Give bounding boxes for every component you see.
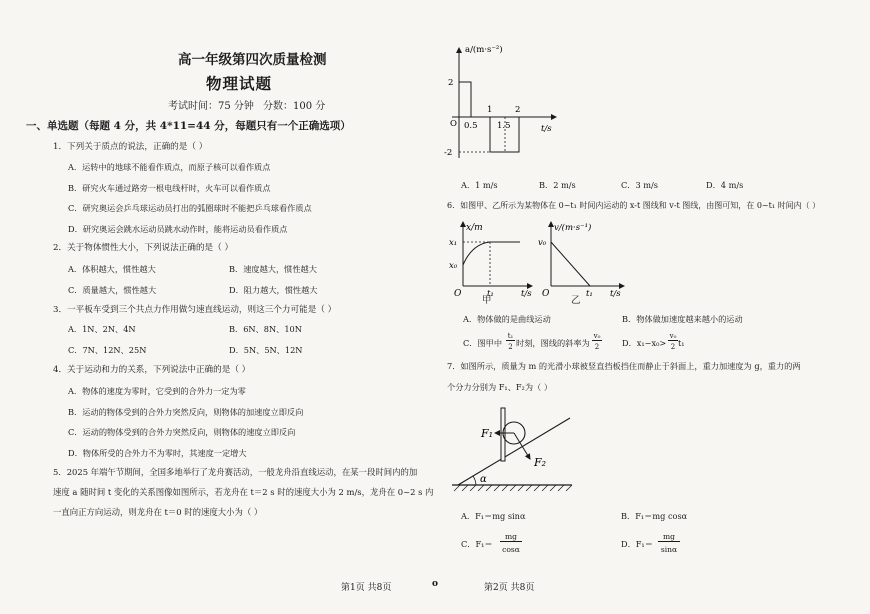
q5-option-a: A．1 m/s (461, 180, 498, 190)
q5-stem-line1: 5．2025 年端午节期间，全国多地举行了龙舟赛活动，一般龙舟沿直线运动，在某一段时间内的加 (53, 467, 418, 477)
q6-d-frac-num: v₀ (669, 332, 677, 340)
q7-c-frac-num: mg (500, 532, 522, 542)
q6-c-frac2-num: v₀ (593, 332, 601, 340)
q6-c-frac-num: t₁ (507, 332, 514, 340)
q5-graph-ylabel: a/(m·s⁻²) (465, 45, 503, 55)
q5-graph-ypos: 2 (448, 78, 454, 88)
q5-graph-origin: O (450, 119, 457, 129)
section-title: 一、单选题（每题 4 分，共 4*11=44 分，每题只有一个正确选项） (26, 120, 351, 132)
q6a-x1: x₁ (449, 238, 458, 248)
q2-stem: 2．关于物体惯性大小，下列说法正确的是（ ） (53, 243, 234, 253)
q3-option-b: B．6N、8N、10N (229, 324, 302, 334)
q6-stem: 6．如图甲、乙所示为某物体在 0~t₁ 时间内运动的 x-t 图线和 v-t 图线，由图可知，在 0~t₁ 时间内（ ） (447, 201, 821, 210)
q5-stem-line2: 速度 a 随时间 t 变化的关系图像如图所示，若龙舟在 t＝2 s 时的速度大小为 2 m/s，龙舟在 0~2 s 内 (53, 487, 434, 497)
footer-right-page: 第2页 共8页 (484, 583, 535, 593)
footer-left-page: 第1页 共8页 (341, 583, 392, 593)
q5-graph-x15: 1.5 (497, 121, 511, 131)
q6b-caption: 乙 (571, 295, 581, 306)
q7-option-d-pre: D．F₁＝ (621, 539, 653, 549)
q6a-xlabel: t/s (521, 289, 532, 299)
q2-option-a: A．体积越大，惯性越大 (68, 264, 156, 274)
q7-d-frac-den: sinα (660, 545, 678, 554)
q5-option-d: D．4 m/s (706, 180, 744, 190)
q6a-x0: x₀ (449, 261, 458, 271)
q6b-xlabel: t/s (610, 289, 621, 299)
q6-c-frac2-den: 2 (594, 343, 600, 351)
q7-stem-line1: 7．如图所示，质量为 m 的光滑小球被竖直挡板挡住而静止于斜面上，重力加速度为 g，重力的两 (447, 361, 801, 371)
q6-option-b: B．物体做加速度越来越小的运动 (622, 314, 743, 324)
q6-option-a: A．物体做的是曲线运动 (463, 314, 551, 324)
q1-option-b: B．研究火车通过路旁一根电线杆时，火车可以看作质点 (68, 183, 271, 193)
q5-graph-xlabel: t/s (541, 124, 552, 134)
q3-stem: 3．一平板车受到三个共点力作用做匀速直线运动，则这三个力可能是（ ） (53, 305, 337, 315)
q6a-caption: 甲 (482, 295, 492, 306)
q4-option-b: B．运动的物体受到的合外力突然反向，则物体的加速度立即反向 (68, 407, 304, 417)
q5-stem-line3: 一直向正方向运动，则龙舟在 t＝0 时的速度大小为（ ） (53, 507, 263, 517)
q7-alpha-label: α (480, 474, 487, 485)
q6-xt-curve (463, 242, 520, 265)
exam-time: 考试时间：75 分钟 (168, 101, 254, 112)
q6b-v0: v₀ (538, 238, 547, 248)
q4-option-a: A．物体的速度为零时，它受到的合外力一定为零 (68, 386, 246, 396)
q6-option-d-t1: t₁ (678, 338, 685, 348)
q5-graph-x05: 0.5 (464, 121, 478, 131)
q6b-t1: t₁ (586, 289, 593, 299)
q1-option-c: C．研究奥运会乒乓球运动员打出的弧圈球时不能把乒乓球看作质点 (68, 203, 312, 213)
q2-option-d: D．阻力越大，惯性越大 (229, 285, 318, 295)
q7-incline-diagram (450, 396, 580, 496)
q1-option-a: A．运转中的地球不能看作质点，而原子核可以看作质点 (68, 162, 271, 172)
q7-f2-label: F₂ (534, 456, 547, 469)
q6b-origin: O (542, 289, 550, 299)
q6-option-d-pre: D．x₁−x₀> (622, 338, 667, 348)
q7-option-b: B．F₁＝mg cosα (621, 511, 688, 521)
q7-stem-line2: 个分力分别为 F₁、F₂为（ ） (447, 382, 553, 392)
q4-option-d: D．物体所受的合外力不为零时，其速度一定增大 (68, 448, 247, 458)
q6-option-c-pre: C．图甲中 (463, 338, 503, 348)
subject-title: 物理试题 (206, 74, 273, 93)
q3-option-a: A．1N、2N、4N (68, 324, 136, 334)
q6-d-frac-den: 2 (670, 343, 676, 351)
q5-graph-x1: 1 (487, 105, 493, 115)
q5-option-b: B．2 m/s (539, 180, 576, 190)
q4-stem: 4．关于运动和力的关系，下列说法中正确的是（ ） (53, 365, 251, 375)
exam-title: 高一年级第四次质量检测 (178, 52, 327, 68)
q3-option-c: C．7N、12N、25N (68, 345, 147, 355)
q6-option-c-mid: 时刻，图线的斜率为 (516, 338, 590, 348)
q7-incline (458, 418, 570, 485)
q5-segment-positive (459, 82, 471, 117)
q1-stem: 1．下列关于质点的说法，正确的是（ ） (53, 142, 208, 152)
q7-option-a: A．F₁＝mg sinα (461, 511, 526, 521)
q7-option-c-pre: C．F₁＝ (461, 539, 493, 549)
q6b-ylabel: v/(m·s⁻¹) (554, 223, 592, 233)
q7-f2-arrow (514, 433, 530, 459)
q4-option-c: C．运动的物体受到的合外力突然反向，则物体的速度立即反向 (68, 427, 296, 437)
q3-option-d: D．5N、5N、12N (229, 345, 303, 355)
q6a-t1: t₁ (487, 289, 494, 299)
q6a-origin: O (454, 289, 462, 299)
q5-graph-x2: 2 (515, 105, 521, 115)
q6-vt-graph (534, 218, 630, 302)
q6-c-frac-den: 2 (508, 343, 513, 351)
footer-center-mark: o (432, 579, 439, 589)
q7-f1-label: F₁ (481, 427, 494, 440)
q5-option-c: C．3 m/s (621, 180, 658, 190)
q2-option-c: C．质量越大，惯性越大 (68, 285, 157, 295)
q1-option-d: D．研究奥运会跳水运动员跳水动作时，能将运动员看作质点 (68, 224, 288, 234)
q7-c-frac-den: cosα (502, 545, 520, 554)
q6a-ylabel: x/m (466, 223, 483, 233)
q6-xt-graph (446, 218, 536, 302)
exam-score: 分数：100 分 (263, 101, 326, 112)
q6-vt-line (551, 242, 590, 286)
q7-d-frac-num: mg (658, 532, 680, 542)
q5-acceleration-graph (444, 40, 564, 170)
q5-graph-yneg: -2 (444, 148, 453, 158)
q2-option-b: B．速度越大，惯性越大 (229, 264, 317, 274)
